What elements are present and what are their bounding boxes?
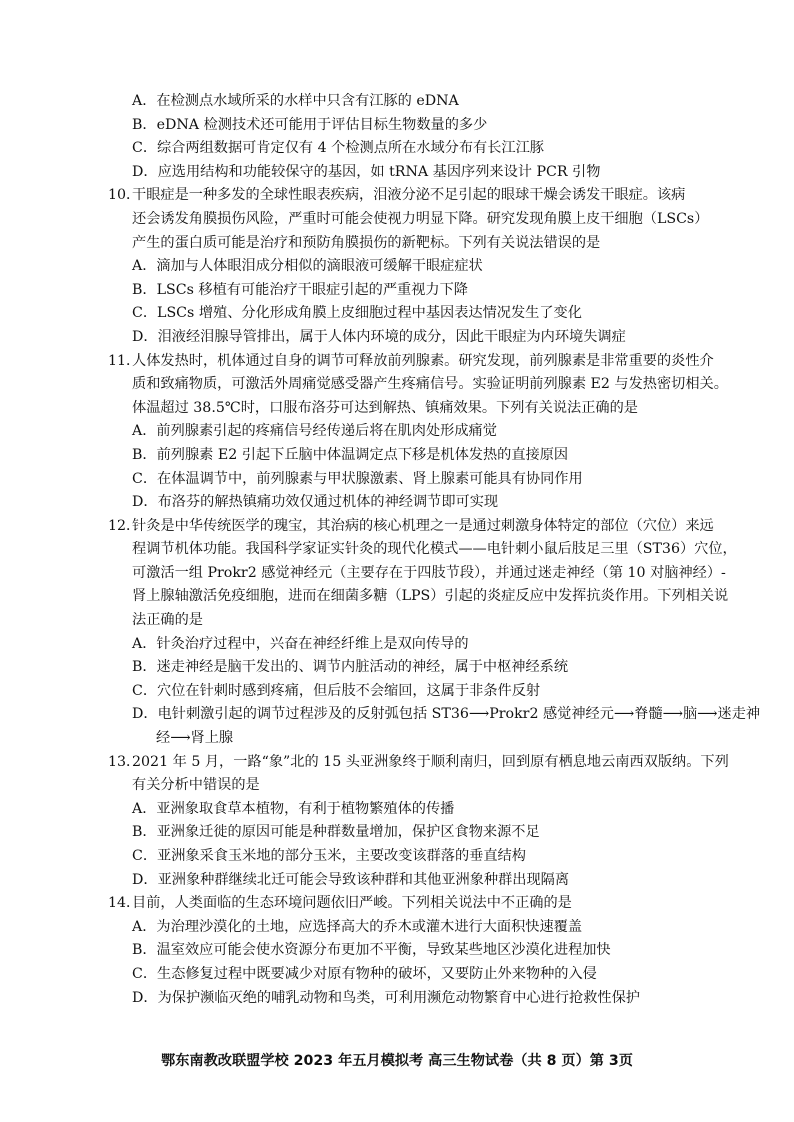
question-number: 11． [108,352,141,369]
option-line: D．电针刺激引起的调节过程涉及的反射弧包括 ST36⟶Prokr2 感觉神经元⟶脊髓⟶脑⟶迷走神 [132,706,761,723]
question-stem-line: 可激活一组 Prokr2 感觉神经元（主要存在于四肢节段），并通过迷走神经（第 10 对脑神经）- [132,564,726,581]
option-line: B．温室效应可能会使水资源分布更加不平衡，导致某些地区沙漠化进程加快 [132,942,611,959]
option-line: A．前列腺素引起的疼痛信号经传递后将在肌肉处形成痛觉 [132,423,497,440]
question-10 [108,184,788,349]
question-stem-line: 程调节机体功能。我国科学家证实针灸的现代化模式——电针刺小鼠后肢足三里（ST36）穴位， [132,541,737,558]
question-stem-line: 目前，人类面临的生态环境问题依旧严峻。下列相关说法中不正确的是 [132,895,572,912]
option-line: C．生态修复过程中既要减少对原有物种的破坏，又要防止外来物种的入侵 [132,965,597,982]
option-line: D．布洛芬的解热镇痛功效仅通过机体的神经调节即可实现 [132,494,499,511]
page-footer: 鄂东南教改联盟学校 2023 年五月模拟考 高三生物试卷（共 8 页）第 3页 [161,1053,633,1069]
option-line: B．亚洲象迁徙的原因可能是种群数量增加，保护区食物来源不足 [132,824,540,841]
question-stem-line: 2021 年 5 月，一路“象”北的 15 头亚洲象终于顺利南归，回到原有栖息地云南西双版纳。下列 [132,753,729,770]
option-line: D．亚洲象种群继续北迁可能会导致该种群和其他亚洲象种群出现隔离 [132,871,570,888]
option-line: A．为治理沙漠化的土地，应选择高大的乔木或灌木进行大面积快速覆盖 [132,918,583,935]
option-line: C．亚洲象采食玉米地的部分玉米，主要改变该群落的垂直结构 [132,848,526,864]
question-stem-line: 体温超过 38.5℃时，口服布洛芬可达到解热、镇痛效果。下列有关说法正确的是 [132,399,638,416]
option-line: A．针灸治疗过程中，兴奋在神经纤维上是双向传导的 [132,635,469,652]
option-line: C．在体温调节中，前列腺素与甲状腺激素、肾上腺素可能具有协同作用 [132,470,583,487]
question-number: 13． [108,753,141,770]
option-line: D．应选用结构和功能较保守的基因，如 tRNA 基因序列来设计 PCR 引物 [132,163,601,180]
question-9-options [108,90,788,184]
question-number: 12． [108,517,141,534]
question-stem-line: 还会诱发角膜损伤风险，严重时可能会使视力明显下降。研究发现角膜上皮干细胞（LSCs） [132,210,709,227]
option-line: B．前列腺素 E2 引起下丘脑中体温调定点下移是机体发热的直接原因 [132,446,569,463]
option-line: B．eDNA 检测技术还可能用于评估目标生物数量的多少 [132,116,488,133]
question-number: 10． [108,187,141,204]
question-stem-line: 法正确的是 [132,612,203,629]
option-line: B．LSCs 移植有可能治疗干眼症引起的严重视力下降 [132,281,468,298]
question-stem-line: 质和致痛物质，可激活外周痛觉感受器产生疼痛信号。实验证明前列腺素 E2 与发热密切相关。 [132,376,728,393]
question-stem-line: 肾上腺轴激活免疫细胞，进而在细菌多糖（LPS）引起的炎症反应中发挥抗炎作用。下列相关说 [132,588,729,605]
option-line: D．泪液经泪腺导管排出，属于人体内环境的成分，因此干眼症为内环境失调症 [132,328,626,345]
question-number: 14． [108,895,141,912]
question-13 [108,751,788,893]
option-line: C．穴位在针刺时感到疼痛，但后肢不会缩回，这属于非条件反射 [132,682,541,699]
option-line-continuation: 经⟶肾上腺 [156,730,234,747]
option-line: D．为保护濒临灭绝的哺乳动物和鸟类，可利用濒危动物繁育中心进行抢救性保护 [132,989,640,1006]
question-stem-line: 针灸是中华传统医学的瑰宝，其治病的核心机理之一是通过刺激身体特定的部位（穴位）来远 [132,517,714,534]
option-line: A．在检测点水域所采的水样中只含有江豚的 eDNA [132,93,459,109]
question-stem-line: 产生的蛋白质可能是治疗和预防角膜损伤的新靶标。下列有关说法错误的是 [132,234,601,251]
question-12 [108,515,788,751]
option-line: A．滴加与人体眼泪成分相似的滴眼液可缓解干眼症症状 [132,258,483,275]
question-stem-line: 干眼症是一种多发的全球性眼表疾病，泪液分泌不足引起的眼球干燥会诱发干眼症。该病 [132,187,686,204]
question-14 [108,892,788,1010]
option-line: C．LSCs 增殖、分化形成角膜上皮细胞过程中基因表达情况发生了变化 [132,305,582,322]
question-stem-line: 人体发热时，机体通过自身的调节可释放前列腺素。研究发现，前列腺素是非常重要的炎性介 [132,352,714,369]
option-line: B．迷走神经是脑干发出的、调节内脏活动的神经，属于中枢神经系统 [132,659,569,676]
option-line: C．综合两组数据可肯定仅有 4 个检测点所在水域分布有长江江豚 [132,140,544,157]
option-line: A．亚洲象取食草本植物，有利于植物繁殖体的传播 [132,800,455,817]
question-stem-line: 有关分析中错误的是 [132,777,260,794]
question-11 [108,350,788,515]
page-content [108,90,788,1010]
